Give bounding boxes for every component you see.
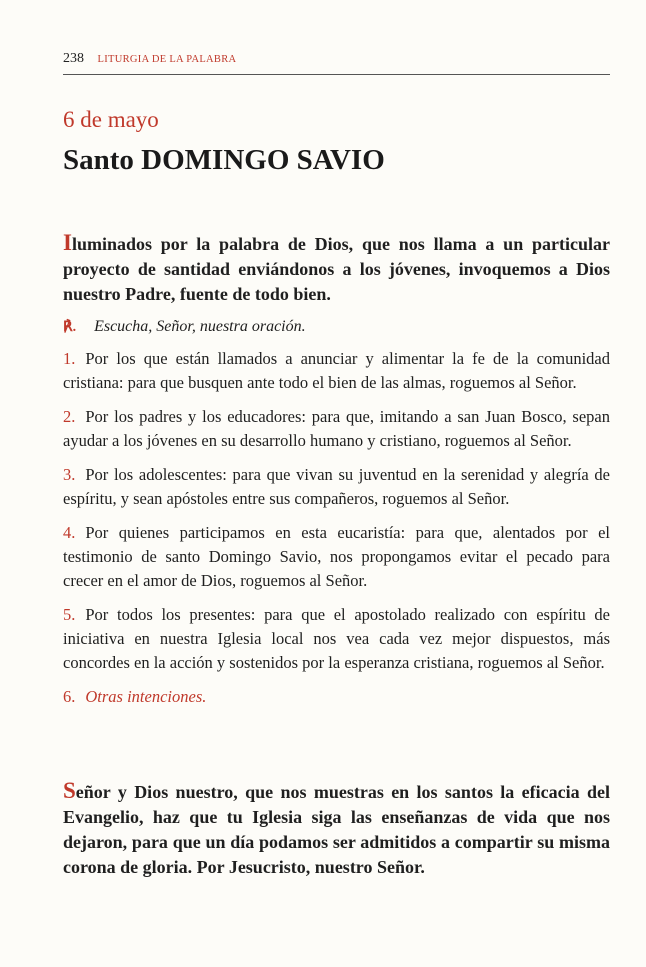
response-line [63,316,610,339]
petition-number: 6. [63,687,76,706]
page-number: 238 [63,51,84,66]
petition-item [63,521,610,593]
other-intentions [63,685,610,709]
intro-text: luminados por la palabra de Dios, que nos llama a un particular proyecto de santidad enviándonos a los jóvenes, invoquemos a Dios nuestro Padre, fuente de todo bien. [63,234,610,304]
petition-number: 5. [63,605,76,624]
saint-name: Santo DOMINGO SAVIO [63,144,385,176]
intro-paragraph [63,230,610,307]
response-text: Escucha, Señor, nuestra oración. [94,318,306,335]
header-rule [63,74,610,75]
closing-initial: S [63,778,76,803]
petition-text: Por todos los presentes: para que el apostolado realizado con espíritu de iniciativa en nuestra Iglesia local nos vea cada vez mejor dispuestos, más concordes en la acción y sostenidos por la esperanza cristiana, roguemos al Señor. [63,605,610,672]
petitions-list [63,347,610,719]
closing-prayer [63,778,610,880]
other-intentions-text: Otras intenciones. [85,687,207,706]
petition-item [63,603,610,675]
petition-number: 1. [63,349,76,368]
petition-number: 4. [63,523,76,542]
petition-number: 2. [63,407,76,426]
running-head [63,50,610,69]
petition-item [63,463,610,511]
petition-item [63,405,610,453]
intro-initial: I [63,230,72,255]
closing-text: eñor y Dios nuestro, que nos muestras en los santos la eficacia del Evangelio, haz que tu Iglesia siga las enseñanzas de vida que nos dejaron, para que un día podamos ser admitidos a compartir su misma corona de gloria. Por Jesucristo, nuestro Señor. [63,782,610,877]
petition-text: Por los adolescentes: para que vivan su juventud en la serenidad y alegría de espíritu, y sean apóstoles entre sus compañeros, roguemos al Señor. [63,465,610,508]
section-title: LITURGIA DE LA PALABRA [97,54,237,65]
petition-item [63,347,610,395]
petition-text: Por los padres y los educadores: para que, imitando a san Juan Bosco, sepan ayudar a los jóvenes en su desarrollo humano y cristiano, roguemos al Señor. [63,407,610,450]
petition-number: 3. [63,465,76,484]
feast-date: 6 de mayo [63,107,159,132]
response-symbol: ℟. [63,320,77,335]
petition-text: Por quienes participamos en esta eucaristía: para que, alentados por el testimonio de santo Domingo Savio, nos propongamos evitar el pecado para crecer en el amor de Dios, roguemos al Señor. [63,523,610,590]
petition-text: Por los que están llamados a anunciar y alimentar la fe de la comunidad cristiana: para que busquen ante todo el bien de las almas, roguemos al Señor. [63,349,610,392]
